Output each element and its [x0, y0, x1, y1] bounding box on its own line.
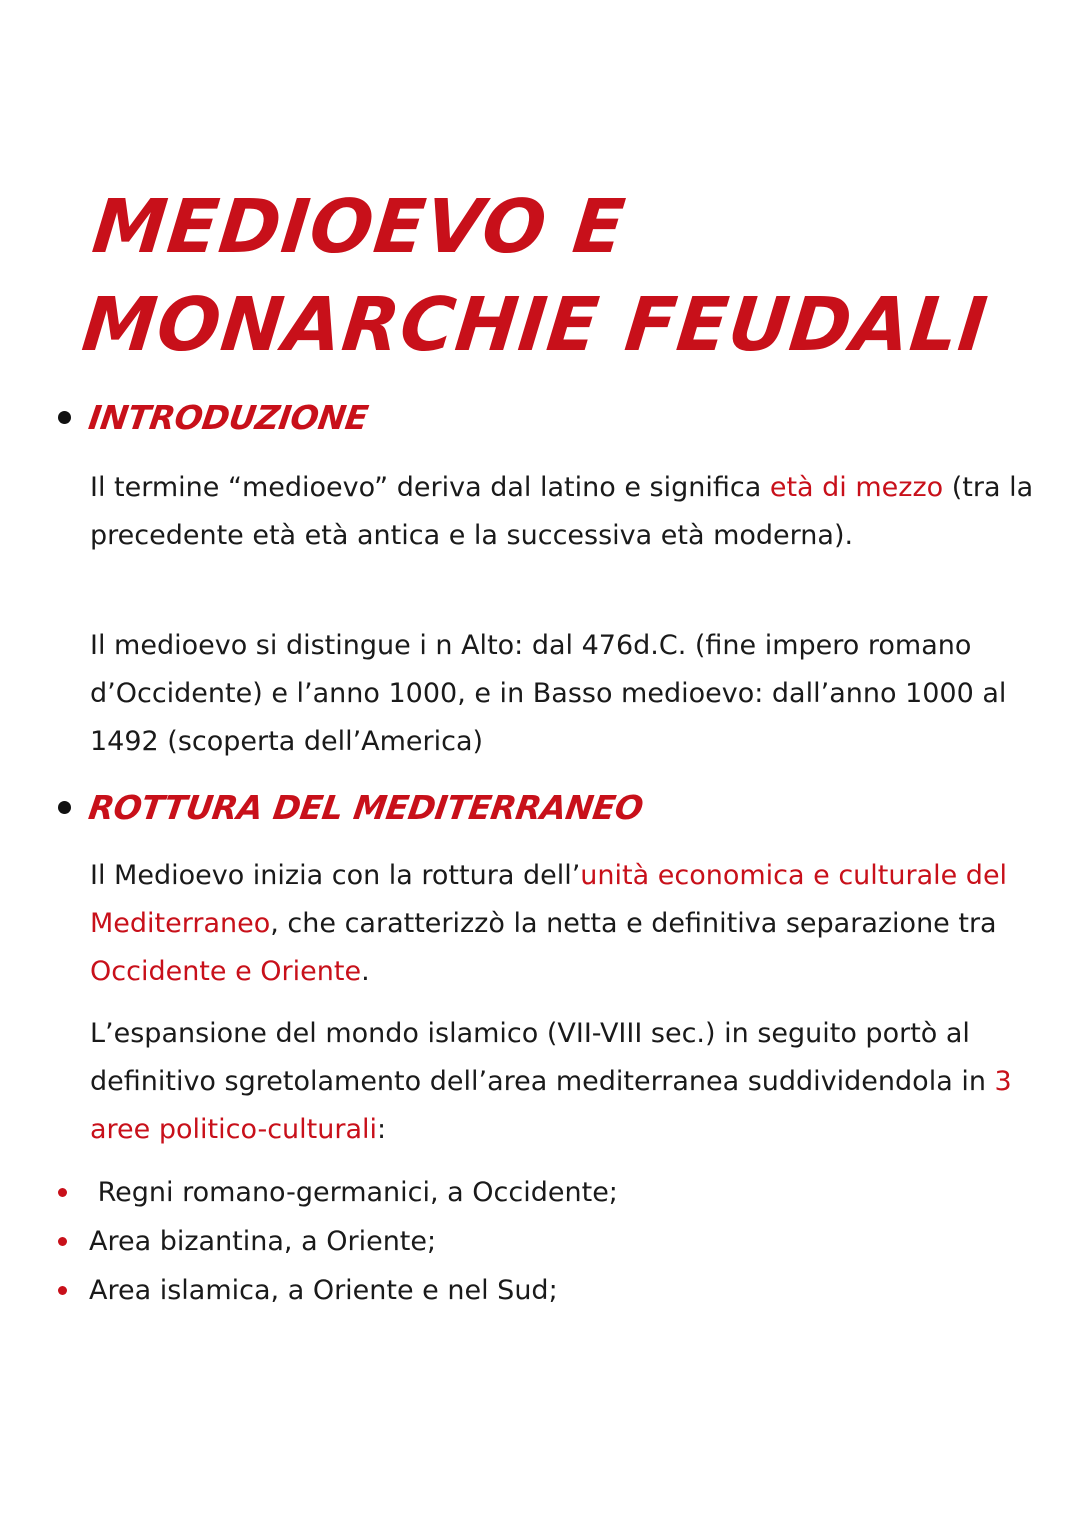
paragraph-rottura	[90, 852, 1040, 996]
section-heading-introduzione	[58, 398, 371, 437]
paragraph-periods	[90, 622, 1040, 766]
list-item-text: Regni romano-germanici, a Occidente;	[89, 1177, 618, 1208]
bullet-dot-icon	[58, 1188, 67, 1197]
paragraph-espansione	[90, 1010, 1040, 1154]
highlight-eta-di-mezzo: età di mezzo	[769, 472, 944, 503]
bullet-dot-icon	[58, 411, 71, 424]
section-heading-label: INTRODUZIONE	[86, 398, 371, 437]
bullet-dot-icon	[58, 1286, 67, 1295]
text-run: Il medioevo si distingue i n Alto: dal 476d.C. (fine impero romano d’Occidente) e l’anno 1000, e in Basso medioevo: dall’anno 1000 al 1492 (scoperta dell’America)	[90, 630, 1007, 757]
text-run: , che caratterizzò la netta e definitiva separazione tra	[270, 908, 997, 939]
highlight-3-aree: 3 aree politico-culturali	[90, 1066, 1012, 1145]
title-line-1: MEDIOEVO E	[88, 184, 630, 270]
bullet-dot-icon	[58, 801, 71, 814]
list-item	[58, 1266, 618, 1315]
areas-list	[58, 1168, 618, 1315]
paragraph-definition	[90, 464, 1040, 560]
text-run: (tra la precedente età età antica e la successiva età moderna).	[90, 472, 1034, 551]
text-run: L’espansione del mondo islamico (VII-VIII sec.) in seguito portò al definitivo sgretolamento dell’area mediterranea suddividendola in	[90, 1018, 995, 1097]
text-run: :	[377, 1114, 387, 1145]
section-heading-label: ROTTURA DEL MEDITERRANEO	[86, 788, 646, 827]
title-line-2: MONARCHIE FEUDALI	[78, 282, 992, 368]
highlight-occidente-oriente: Occidente e Oriente	[90, 956, 362, 987]
text-run: .	[361, 956, 370, 987]
list-item	[58, 1168, 618, 1217]
bullet-dot-icon	[58, 1237, 67, 1246]
list-item	[58, 1217, 618, 1266]
text-run: Il termine “medioevo” deriva dal latino e significa	[90, 472, 770, 503]
highlight-unita: unità economica e culturale del Mediterraneo	[90, 860, 1008, 939]
list-item-text: Area bizantina, a Oriente;	[89, 1226, 437, 1257]
page-title	[78, 178, 1003, 374]
section-heading-rottura	[58, 788, 646, 827]
list-item-text: Area islamica, a Oriente e nel Sud;	[89, 1275, 558, 1306]
text-run: Il Medioevo inizia con la rottura dell’	[90, 860, 581, 891]
